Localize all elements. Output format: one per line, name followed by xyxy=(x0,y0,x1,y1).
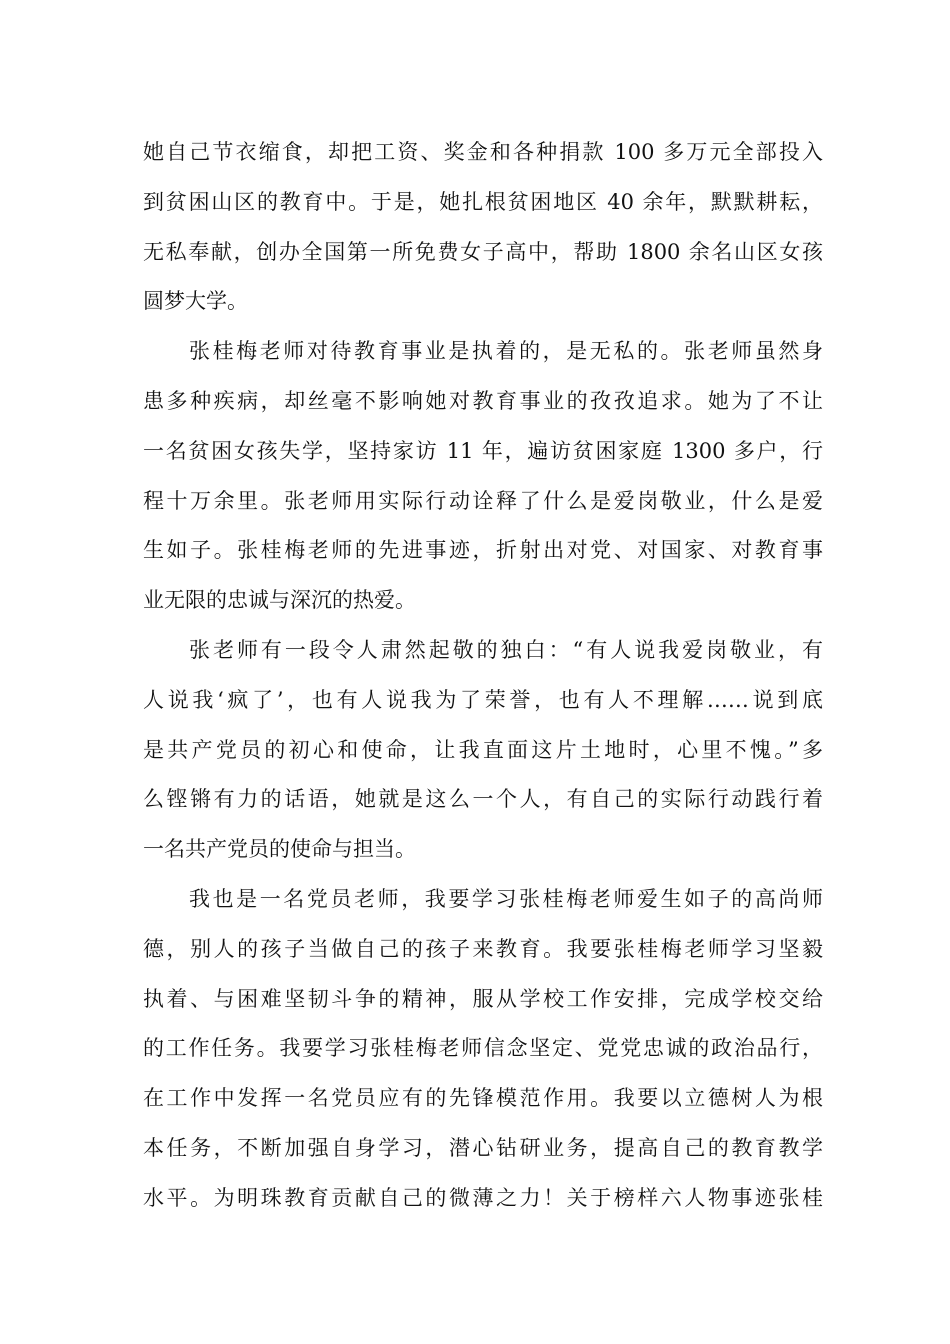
text-line: 程十万余里。张老师用实际行动诠释了什么是爱岗敬业，什么是爱 xyxy=(143,488,823,513)
text-line: 执着、与困难坚韧斗争的精神，服从学校工作安排，完成学校交给 xyxy=(143,986,823,1011)
text-line: 到贫困山区的教育中。于是，她扎根贫困地区 40 余年，默默耕耘， xyxy=(143,189,823,214)
text-line: 的工作任务。我要学习张桂梅老师信念坚定、党党忠诚的政治品行， xyxy=(143,1036,823,1061)
text-line: 无私奉献，创办全国第一所免费女子高中，帮助 1800 余名山区女孩 xyxy=(143,239,823,264)
text-line: 患多种疾病，却丝毫不影响她对教育事业的孜孜追求。她为了不让 xyxy=(143,388,823,413)
text-line: 我也是一名党员老师，我要学习张桂梅老师爱生如子的高尚师 xyxy=(189,886,823,911)
text-line: 她自己节衣缩食，却把工资、奖金和各种捐款 100 多万元全部投入 xyxy=(143,140,823,164)
text-line: 张老师有一段令人肃然起敬的独白：“有人说我爱岗敬业，有 xyxy=(189,637,823,662)
text-line: 水平。为明珠教育贡献自己的微薄之力！关于榜样六人物事迹张桂 xyxy=(143,1185,823,1210)
text-line: 张桂梅老师对待教育事业是执着的，是无私的。张老师虽然身 xyxy=(189,339,823,364)
text-line: 么铿锵有力的话语，她就是这么一个人，有自己的实际行动践行着 xyxy=(143,787,823,812)
text-line: 德，别人的孩子当做自己的孩子来教育。我要张桂梅老师学习坚毅 xyxy=(143,936,823,961)
text-line: 一名贫困女孩失学，坚持家访 11 年，遍访贫困家庭 1300 多户，行 xyxy=(143,438,823,463)
text-line: 在工作中发挥一名党员应有的先锋模范作用。我要以立德树人为根 xyxy=(143,1086,823,1111)
text-line: 业无限的忠诚与深沉的热爱。 xyxy=(143,588,416,613)
text-line: 人说我‘疯了’，也有人说我为了荣誉，也有人不理解……说到底 xyxy=(143,687,823,712)
text-line: 是共产党员的初心和使命，让我直面这片土地时，心里不愧。”多 xyxy=(143,737,823,762)
document-body xyxy=(143,128,823,1224)
text-line: 生如子。张桂梅老师的先进事迹，折射出对党、对国家、对教育事 xyxy=(143,538,823,563)
text-line: 圆梦大学。 xyxy=(143,289,248,314)
text-line: 一名共产党员的使命与担当。 xyxy=(143,837,416,862)
text-line: 本任务，不断加强自身学习，潜心钻研业务，提高自己的教育教学 xyxy=(143,1135,823,1160)
